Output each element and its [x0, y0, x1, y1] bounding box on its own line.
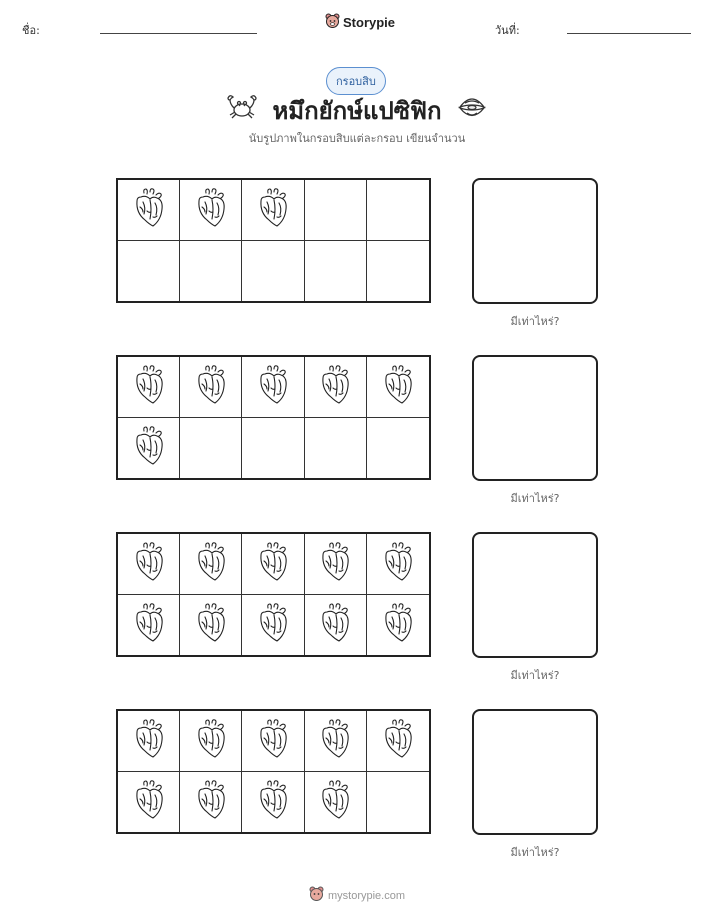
- clam-shell-icon: [457, 93, 487, 125]
- anatomical-heart-icon: [193, 187, 229, 233]
- anatomical-heart-icon: [193, 602, 229, 648]
- answer-box-1[interactable]: [472, 178, 598, 304]
- anatomical-heart-icon: [131, 718, 167, 764]
- name-label: ชื่อ:: [22, 24, 40, 37]
- anatomical-heart-icon: [193, 779, 229, 825]
- frame-cell: [242, 357, 304, 418]
- frame-cell: [305, 241, 367, 302]
- frame-cell: [305, 711, 367, 772]
- anatomical-heart-icon: [255, 364, 291, 410]
- anatomical-heart-icon: [255, 602, 291, 648]
- ten-frame-1: [116, 178, 431, 303]
- frame-cell: [367, 711, 429, 772]
- frame-cell: [242, 595, 304, 656]
- frame-cell: [180, 595, 242, 656]
- frame-cell: [118, 418, 180, 479]
- anatomical-heart-icon: [131, 364, 167, 410]
- frame-cell: [305, 772, 367, 833]
- anatomical-heart-icon: [131, 779, 167, 825]
- anatomical-heart-icon: [380, 718, 416, 764]
- bear-mascot-icon: [325, 13, 340, 32]
- frame-cell: [118, 772, 180, 833]
- how-many-label-1: มีเท่าไหร่?: [510, 315, 560, 328]
- name-field[interactable]: [100, 33, 257, 34]
- anatomical-heart-icon: [131, 425, 167, 471]
- answer-box-3[interactable]: [472, 532, 598, 658]
- frame-cell: [118, 180, 180, 241]
- frame-cell: [367, 357, 429, 418]
- how-many-label-3: มีเท่าไหร่?: [510, 669, 560, 682]
- bear-mascot-icon: [309, 886, 324, 905]
- answer-box-4[interactable]: [472, 709, 598, 835]
- frame-cell: [180, 180, 242, 241]
- frame-cell: [180, 534, 242, 595]
- anatomical-heart-icon: [193, 541, 229, 587]
- frame-cell: [367, 241, 429, 302]
- how-many-label-4: มีเท่าไหร่?: [510, 846, 560, 859]
- frame-cell: [367, 534, 429, 595]
- worksheet-type-badge: กรอบสิบ: [326, 67, 386, 95]
- ten-frame-4: [116, 709, 431, 834]
- frame-cell: [118, 595, 180, 656]
- footer-url: mystorypie.com: [328, 889, 406, 902]
- brand-name: Storypie: [343, 15, 396, 30]
- frame-cell: [242, 180, 304, 241]
- anatomical-heart-icon: [380, 541, 416, 587]
- frame-cell: [305, 534, 367, 595]
- frame-cell: [180, 241, 242, 302]
- brand-logo: [325, 13, 395, 32]
- instructions: นับรูปภาพในกรอบสิบแต่ละกรอบ เขียนจำนวน: [248, 132, 466, 145]
- ten-frame-3: [116, 532, 431, 657]
- anatomical-heart-icon: [317, 364, 353, 410]
- frame-cell: [367, 595, 429, 656]
- frame-cell: [118, 534, 180, 595]
- anatomical-heart-icon: [131, 187, 167, 233]
- frame-cell: [305, 418, 367, 479]
- frame-cell: [305, 180, 367, 241]
- frame-cell: [242, 772, 304, 833]
- frame-cell: [180, 357, 242, 418]
- anatomical-heart-icon: [255, 541, 291, 587]
- frame-cell: [180, 418, 242, 479]
- frame-cell: [180, 711, 242, 772]
- frame-cell: [242, 711, 304, 772]
- how-many-label-2: มีเท่าไหร่?: [510, 492, 560, 505]
- anatomical-heart-icon: [131, 541, 167, 587]
- frame-cell: [367, 772, 429, 833]
- anatomical-heart-icon: [380, 364, 416, 410]
- anatomical-heart-icon: [193, 364, 229, 410]
- answer-box-2[interactable]: [472, 355, 598, 481]
- worksheet-title: หมึกยักษ์แปซิฟิก: [272, 97, 442, 125]
- frame-cell: [305, 357, 367, 418]
- anatomical-heart-icon: [317, 541, 353, 587]
- frame-cell: [180, 772, 242, 833]
- date-field[interactable]: [567, 33, 691, 34]
- anatomical-heart-icon: [317, 602, 353, 648]
- anatomical-heart-icon: [255, 718, 291, 764]
- frame-cell: [118, 357, 180, 418]
- frame-cell: [118, 241, 180, 302]
- frame-cell: [118, 711, 180, 772]
- anatomical-heart-icon: [380, 602, 416, 648]
- frame-cell: [367, 180, 429, 241]
- frame-cell: [305, 595, 367, 656]
- frame-cell: [367, 418, 429, 479]
- footer: [309, 886, 405, 905]
- anatomical-heart-icon: [255, 187, 291, 233]
- anatomical-heart-icon: [255, 779, 291, 825]
- frame-cell: [242, 418, 304, 479]
- anatomical-heart-icon: [317, 718, 353, 764]
- frame-cell: [242, 534, 304, 595]
- date-label: วันที่:: [495, 24, 520, 37]
- frame-cell: [242, 241, 304, 302]
- ten-frame-2: [116, 355, 431, 480]
- anatomical-heart-icon: [193, 718, 229, 764]
- anatomical-heart-icon: [131, 602, 167, 648]
- anatomical-heart-icon: [317, 779, 353, 825]
